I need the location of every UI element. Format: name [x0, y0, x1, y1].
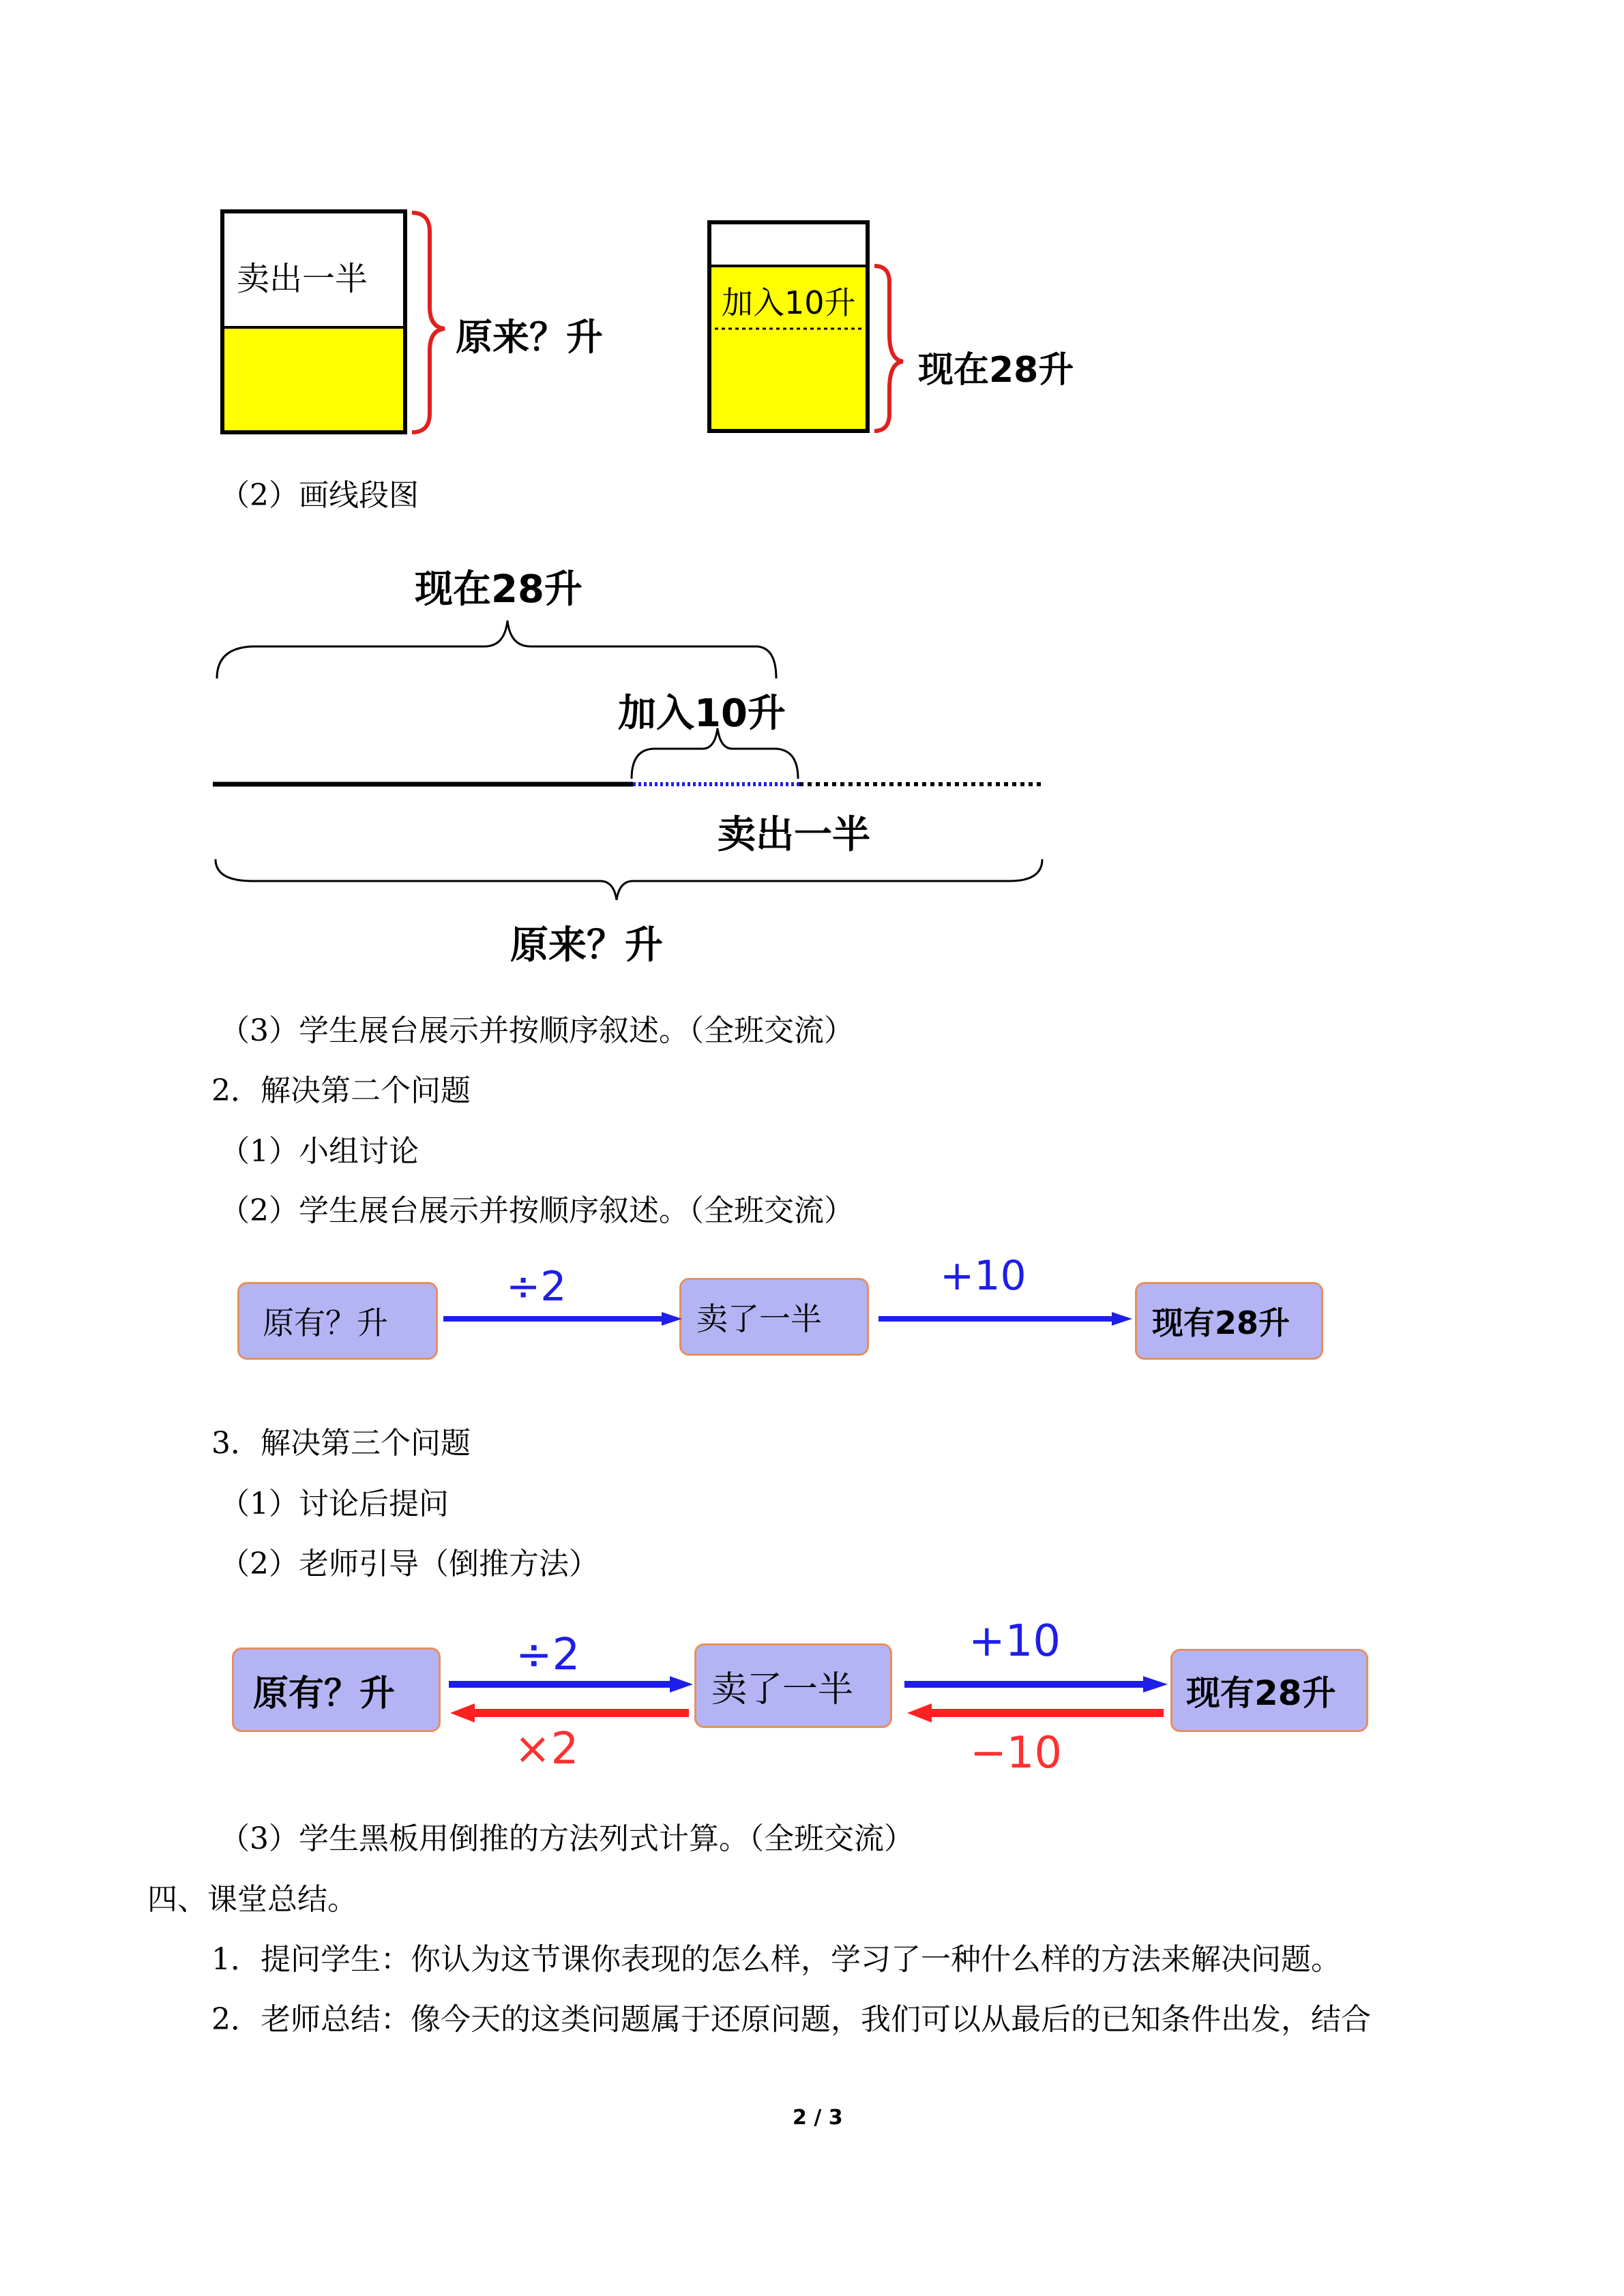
label-add: 加入10升 — [618, 691, 786, 736]
summary-line-2: 2．老师总结：像今天的这类问题属于还原问题，我们可以从最后的已知条件出发，结合 — [211, 2002, 1371, 2037]
flow1-op1: ÷2 — [506, 1263, 567, 1311]
flow2-op2: +10 — [969, 1616, 1061, 1667]
flow2-op1: ÷2 — [516, 1630, 580, 1680]
jar1-brace-label: 原来？升 — [456, 316, 603, 359]
flow2-op1-reverse: ×2 — [514, 1724, 579, 1774]
jar2-brace — [874, 266, 903, 431]
flow1-box-original — [237, 1282, 438, 1360]
q3-step3: （3）学生黑板用倒推的方法列式计算。（全班交流） — [220, 1821, 914, 1856]
brace-original — [216, 859, 1042, 900]
label-original: 原来？升 — [510, 923, 663, 968]
flow2-box-now — [1170, 1649, 1368, 1732]
flow2-box-original — [232, 1648, 441, 1732]
flow2-box2-label: 卖了一半 — [711, 1669, 854, 1710]
q2-step2: （2）学生展台展示并按顺序叙述。（全班交流） — [220, 1193, 854, 1228]
flow1-op2: +10 — [940, 1252, 1027, 1300]
flow1-box2-label: 卖了一半 — [696, 1300, 822, 1337]
step-show-1: （3）学生展台展示并按顺序叙述。（全班交流） — [220, 1013, 854, 1048]
flow1-box3-label: 现有28升 — [1152, 1304, 1290, 1341]
summary-line-1: 1．提问学生：你认为这节课你表现的怎么样，学习了一种什么样的方法来解决问题。 — [211, 1942, 1341, 1977]
q3-step1: （1）讨论后提问 — [220, 1487, 449, 1521]
q3-step2: （2）老师引导（倒推方法） — [220, 1547, 599, 1581]
jar1-top-label: 卖出一半 — [237, 260, 368, 298]
flow1-box1-label: 原有？升 — [263, 1304, 388, 1341]
page-number: 2 / 3 — [793, 2106, 843, 2130]
jar1-liquid — [224, 327, 403, 430]
flow2-box3-label: 现有28升 — [1186, 1673, 1336, 1713]
flow1-box-now — [1135, 1282, 1323, 1360]
jar-figure-drawing — [205, 205, 1091, 450]
label-now: 现在28升 — [415, 567, 582, 612]
jar2-top-label: 加入10升 — [722, 284, 856, 321]
flow2-box1-label: 原有？升 — [253, 1673, 396, 1714]
section4-title: 四、课堂总结。 — [147, 1882, 357, 1917]
line-segment-drawing — [205, 600, 1064, 900]
brace-now — [217, 621, 776, 679]
q3-title: 3．解决第三个问题 — [211, 1426, 471, 1461]
jar1-brace — [412, 213, 445, 432]
step-line-diagram: （2）画线段图 — [220, 478, 419, 513]
q2-step1: （1）小组讨论 — [220, 1134, 419, 1169]
q2-title: 2．解决第二个问题 — [211, 1073, 471, 1108]
flow2-op2-reverse: −10 — [970, 1728, 1063, 1778]
label-sold: 卖出一半 — [718, 813, 870, 857]
jar2-brace-label: 现在28升 — [918, 350, 1074, 391]
